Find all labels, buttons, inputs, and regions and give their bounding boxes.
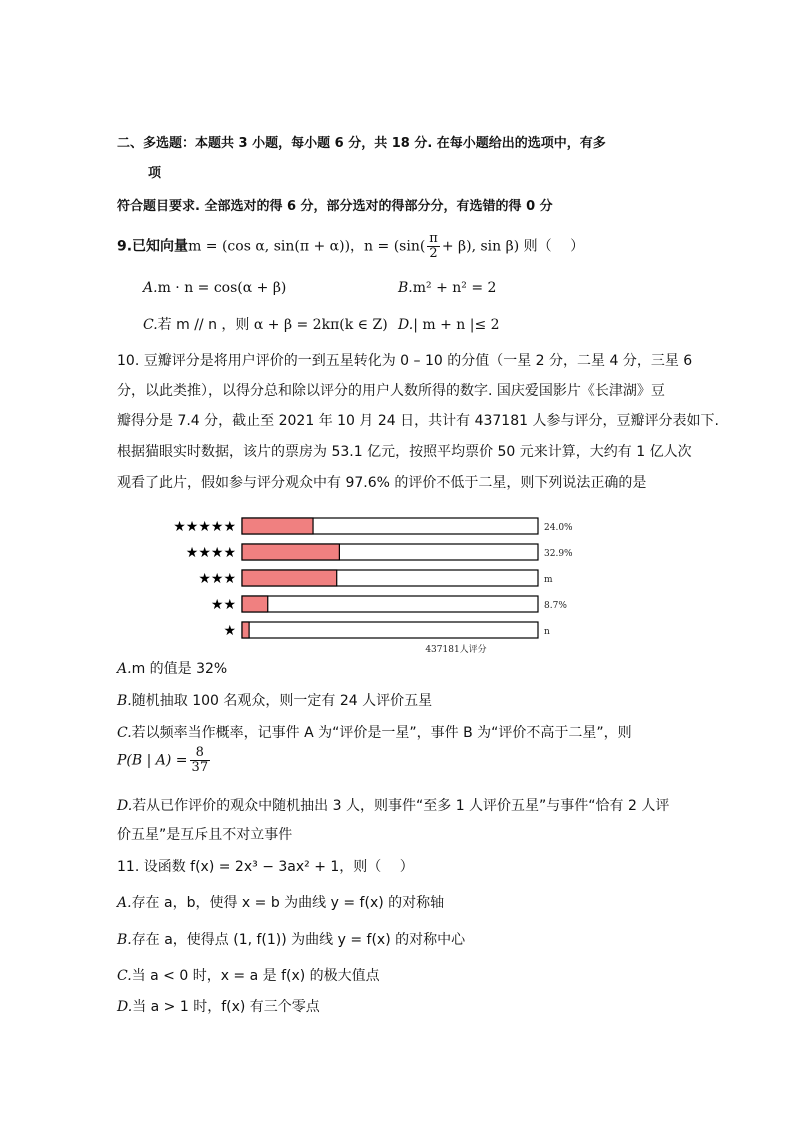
section-heading-line3: 符合题目要求. 全部选对的得 6 分，部分选对的得部分分，有选错的得 0 分 [117, 199, 553, 214]
q9-pi-over-2 [427, 232, 440, 261]
bar-fill [242, 596, 268, 612]
q11-option-c-text: 当 a < 0 时，x = a 是 f(x) 的极大值点 [131, 968, 380, 984]
bar-category-label: ★★ [210, 597, 236, 613]
q9-option-d [398, 316, 500, 334]
rating-chart-footer: 437181人评分 [425, 645, 487, 655]
bar-category-label: ★★★ [198, 571, 236, 587]
q10-option-a-text: m 的值是 32% [131, 661, 228, 677]
q10-option-a-label: A. [117, 661, 132, 677]
q9-option-c [143, 316, 388, 334]
q10-line5: 观看了此片，假如参与评分观众中有 97.6% 的评价不低于二星，则下列说法正确的是 [117, 475, 647, 491]
q10-option-b-text: 随机抽取 100 名观众，则一定有 24 人评价五星 [131, 693, 433, 709]
q9-stem-prefix: 9.已知向量 [117, 238, 189, 255]
q10-option-d-label: D. [117, 798, 133, 814]
q11-option-d-label: D. [117, 999, 133, 1015]
q11-option-b-text: 存在 a，使得点 (1, f(1)) 为曲线 y = f(x) 的对称中心 [131, 932, 466, 948]
q10-frac-num: 8 [190, 746, 211, 761]
q11-option-c-label: C. [117, 968, 132, 984]
bar-value-label: 32.9% [544, 549, 573, 559]
q9-frac-num: π [429, 231, 438, 246]
q10-line1: 10. 豆瓣评分是将用户评价的一到五星转化为 0 – 10 的分值（一星 2 分，二星 4 分，三星 6 [117, 353, 693, 369]
rating-chart [160, 510, 610, 660]
bar-value-label: 24.0% [544, 523, 573, 533]
bar-fill [242, 622, 249, 638]
q9-option-d-text: | m + n |≤ 2 [413, 317, 500, 333]
q9-option-a [143, 279, 286, 297]
q9-option-c-label: C. [143, 317, 158, 333]
bar-category-label: ★ [223, 623, 236, 639]
q10-option-c-label: C. [117, 725, 132, 741]
q9-option-a-label: A. [143, 280, 158, 296]
q11-stem: 11. 设函数 f(x) = 2x³ − 3ax² + 1，则（ ） [117, 859, 414, 875]
q11-option-a [117, 894, 444, 912]
q10-frac-den: 37 [191, 760, 209, 775]
bar-fill [242, 518, 313, 534]
bar-frame [242, 622, 538, 638]
q10-option-c [117, 724, 632, 742]
q9-vector-m: m = (cos α, sin(π + α)) [188, 238, 351, 255]
q10-option-b-label: B. [117, 693, 132, 709]
q9-frac-den: 2 [429, 246, 438, 261]
q9-vector-n-pre: n = (sin( [364, 238, 426, 255]
q10-option-a [117, 660, 227, 678]
q9-vector-n-post: + β), sin β) [441, 238, 520, 255]
q9-option-c-math: α + β = 2kπ(k ∈ Z) [249, 317, 388, 333]
bar-fill [242, 570, 337, 586]
q10-line2: 分，以此类推），以得分总和除以评分的用户人数所得的数字. 国庆爱国影片《长津湖》豆 [117, 383, 665, 399]
q11-option-c [117, 967, 380, 985]
bar-frame [242, 596, 538, 612]
q9-option-b-text: m² + n² = 2 [412, 280, 497, 296]
q9-option-b [398, 279, 496, 297]
q10-fraction [190, 746, 211, 775]
q11-option-a-text: 存在 a，b，使得 x = b 为曲线 y = f(x) 的对称轴 [131, 895, 445, 911]
q9-option-c-text: 若 m // n ，则 [157, 317, 250, 333]
q9-stem-suffix: 则（ ） [519, 238, 585, 255]
q10-option-d-line2: 价五星”是互斥且不对立事件 [117, 827, 293, 843]
q9-option-b-label: B. [398, 280, 413, 296]
q9-stem: 9.已知向量m = (cos α, sin(π + α))，n = (sin( $\frac{\pi}{2}$ + β), sin β) 则（ ） [117, 231, 585, 261]
bar-fill [242, 544, 339, 560]
bar-value-label: m [544, 575, 553, 585]
q11-option-d-text: 当 a > 1 时，f(x) 有三个零点 [132, 999, 320, 1015]
q11-option-b-label: B. [117, 932, 132, 948]
q11-option-d [117, 998, 320, 1016]
q10-conditional-prob: P(B | A) = [117, 752, 188, 769]
section-heading-line1: 二、多选题：本题共 3 小题，每小题 6 分，共 18 分. 在每小题给出的选项中，有多 [117, 136, 606, 151]
q10-option-d-line1 [117, 797, 669, 815]
bar-category-label: ★★★★★ [173, 519, 236, 535]
q10-option-d-text1: 若从已作评价的观众中随机抽出 3 人，则事件“至多 1 人评价五星”与事件“恰有 2 人评 [132, 798, 670, 814]
section-heading-line2: 项 [148, 166, 162, 181]
bar-value-label: n [544, 627, 550, 637]
bar-value-label: 8.7% [544, 601, 567, 611]
q11-option-b [117, 931, 465, 949]
q10-option-c-text: 若以频率当作概率，记事件 A 为“评价是一星”，事件 B 为“评价不高于二星”，则 [131, 725, 632, 741]
bar-category-label: ★★★★ [185, 545, 236, 561]
q11-option-a-label: A. [117, 895, 132, 911]
q10-line4: 根据猫眼实时数据，该片的票房为 53.1 亿元，按照平均票价 50 元来计算，大约有 1 亿人次 [117, 444, 692, 460]
rating-chart-rows [173, 518, 573, 639]
q9-option-a-text: m · n = cos(α + β) [157, 280, 287, 296]
q9-option-d-label: D. [398, 317, 414, 333]
q10-option-c-formula [117, 746, 212, 775]
q10-option-b [117, 692, 432, 710]
q10-line3: 瓣得分是 7.4 分，截止至 2021 年 10 月 24 日，共计有 437181 人参与评分，豆瓣评分表如下. [117, 413, 719, 429]
